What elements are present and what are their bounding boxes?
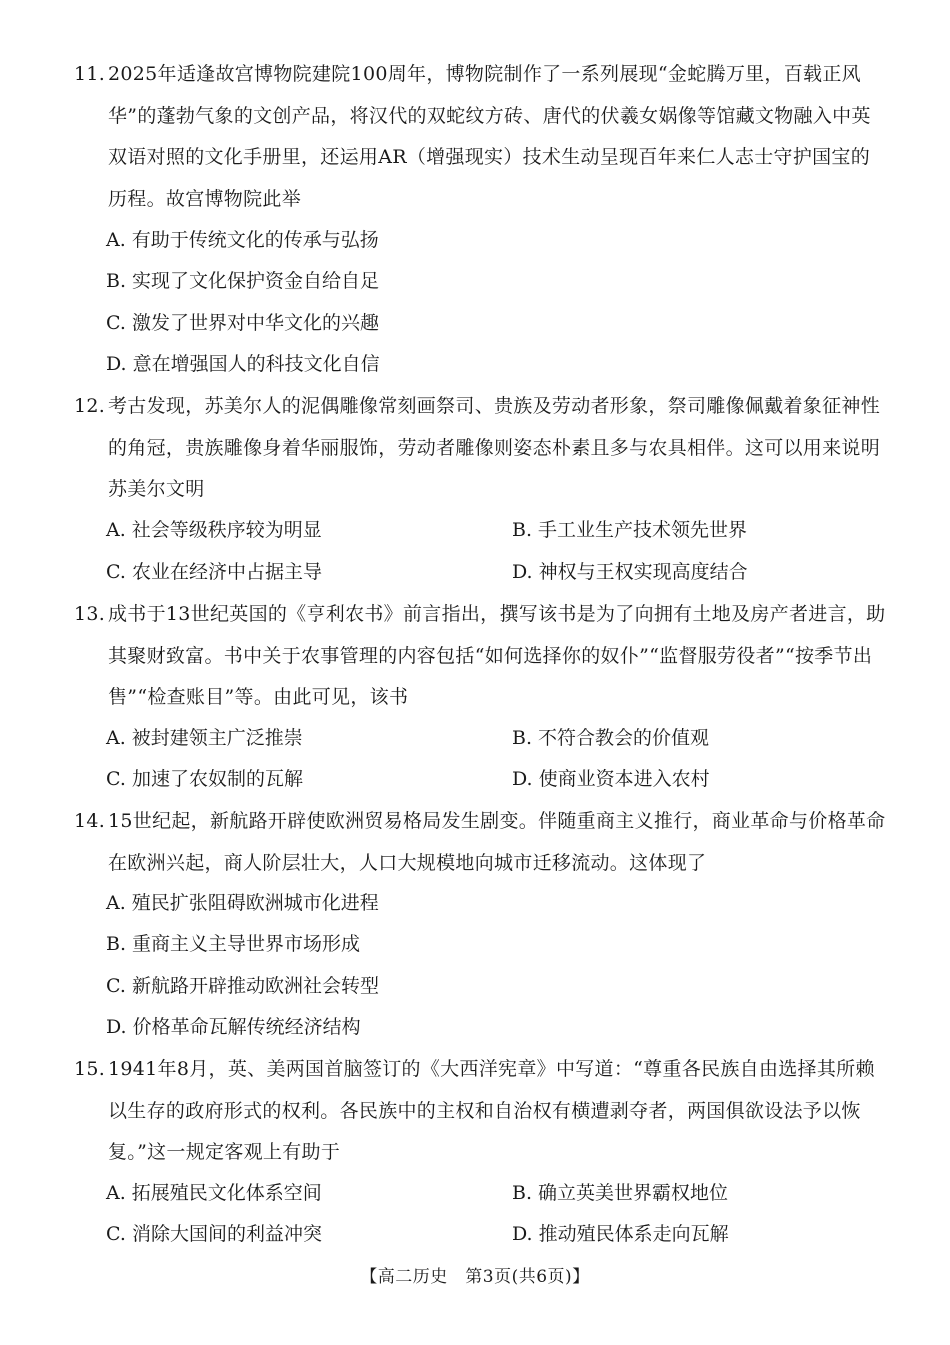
- question-stem: 15世纪起，新航路开辟使欧洲贸易格局发生剧变。伴随重商主义推行，商业革命与价格革命在欧洲兴起，商人阶层壮大，人口大规模地向城市迁移流动。这体现了: [108, 810, 886, 874]
- option-12-d[interactable]: D. 神权与王权实现高度结合: [512, 561, 748, 583]
- question-12: [74, 386, 886, 511]
- option-15-a[interactable]: A. 拓展殖民文化体系空间: [106, 1182, 322, 1204]
- option-14-d[interactable]: D. 价格革命瓦解传统经济结构: [106, 1016, 361, 1038]
- question-stem: 考古发现，苏美尔人的泥偶雕像常刻画祭司、贵族及劳动者形象，祭司雕像佩戴着象征神性的角冠，贵族雕像身着华丽服饰，劳动者雕像则姿态朴素且多与农具相伴。这可以用来说明苏美尔文明: [108, 395, 881, 500]
- option-15-b[interactable]: B. 确立英美世界霸权地位: [512, 1182, 729, 1204]
- option-14-b[interactable]: B. 重商主义主导世界市场形成: [106, 933, 361, 955]
- question-number: 11.: [74, 63, 106, 85]
- question-13: [74, 594, 886, 719]
- question-stem: 2025年适逢故宫博物院建院100周年，博物院制作了一系列展现“金蛇腾万里，百载正风华”的蓬勃气象的文创产品，将汉代的双蛇纹方砖、唐代的伏羲女娲像等馆藏文物融入中英双语对照的文化手册里，还运用AR（增强现实）技术生动呈现百年来仁人志士守护国宝的历程。故宫博物院此举: [108, 63, 871, 210]
- option-12-b[interactable]: B. 手工业生产技术领先世界: [512, 519, 748, 541]
- question-14: [74, 801, 886, 884]
- option-13-a[interactable]: A. 被封建领主广泛推崇: [106, 727, 303, 749]
- question-number: 12.: [74, 395, 106, 417]
- question-15: [74, 1049, 886, 1174]
- question-stem: 1941年8月，英、美两国首脑签订的《大西洋宪章》中写道：“尊重各民族自由选择其所赖以生存的政府形式的权利。各民族中的主权和自治权有横遭剥夺者，两国俱欲设法予以恢复。”这一规定客观上有助于: [108, 1058, 875, 1163]
- option-13-c[interactable]: C. 加速了农奴制的瓦解: [106, 768, 303, 790]
- question-number: 14.: [74, 810, 106, 832]
- option-14-c[interactable]: C. 新航路开辟推动欧洲社会转型: [106, 975, 379, 997]
- option-12-a[interactable]: A. 社会等级秩序较为明显: [106, 519, 322, 541]
- option-12-c[interactable]: C. 农业在经济中占据主导: [106, 561, 322, 583]
- question-number: 15.: [74, 1058, 106, 1080]
- option-11-c[interactable]: C. 激发了世界对中华文化的兴趣: [106, 312, 379, 334]
- question-11: [74, 54, 886, 220]
- question-number: 13.: [74, 603, 106, 625]
- option-15-c[interactable]: C. 消除大国间的利益冲突: [106, 1223, 322, 1245]
- option-13-d[interactable]: D. 使商业资本进入农村: [512, 768, 710, 790]
- option-11-d[interactable]: D. 意在增强国人的科技文化自信: [106, 353, 380, 375]
- option-13-b[interactable]: B. 不符合教会的价值观: [512, 727, 710, 749]
- option-11-b[interactable]: B. 实现了文化保护资金自给自足: [106, 270, 380, 292]
- question-stem: 成书于13世纪英国的《亨利农书》前言指出，撰写该书是为了向拥有土地及房产者进言，助其聚财致富。书中关于农事管理的内容包括“如何选择你的奴仆”“监督服劳役者”“按季节出售”“检查账目”等。由此可见，该书: [108, 603, 886, 708]
- option-15-d[interactable]: D. 推动殖民体系走向瓦解: [512, 1223, 729, 1245]
- option-11-a[interactable]: A. 有助于传统文化的传承与弘扬: [106, 229, 379, 251]
- option-14-a[interactable]: A. 殖民扩张阻碍欧洲城市化进程: [106, 892, 379, 914]
- page-footer: 【高二历史 第3页(共6页)】: [360, 1267, 590, 1287]
